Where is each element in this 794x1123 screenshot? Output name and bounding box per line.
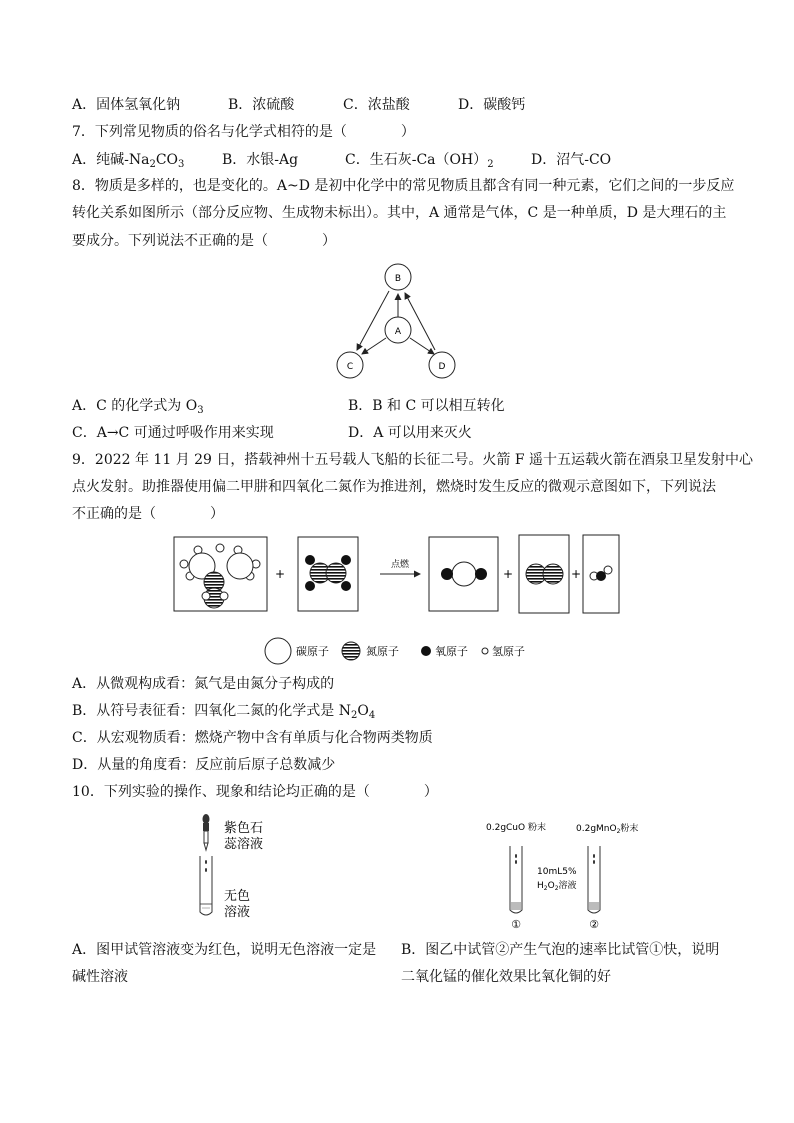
h2o2-volume-label: 10mL5% (537, 867, 577, 877)
cuo-label: 0.2gCuO 粉末 (486, 823, 546, 833)
tube-1-number: ① (511, 918, 521, 931)
node-c-label: C (346, 362, 354, 372)
legend-hydrogen-icon (482, 648, 488, 654)
q9-option-c: C．从宏观物质看：燃烧产物中含有单质与化合物两类物质 (72, 730, 433, 746)
q8-stem-line1: 8．物质是多样的，也是变化的。A~D 是初中化学中的常见物质且都含有同一种元素，它们之间的一步反应 (72, 178, 735, 194)
legend-hydrogen-label: 氢原子 (492, 645, 525, 658)
plus-sign-1: + (274, 567, 286, 581)
legend-oxygen-icon (421, 646, 431, 656)
q10-option-b-line2: 二氧化锰的催化效果比氧化铜的好 (401, 969, 611, 985)
q9-reaction-diagram (170, 530, 630, 670)
q8-conversion-diagram (328, 258, 468, 383)
dropper (203, 814, 210, 850)
plus-sign-3: + (570, 567, 582, 581)
q10-option-a-line2: 碱性溶液 (72, 969, 128, 985)
colorless-label-line1: 无色 (224, 889, 251, 904)
q7-stem: 7．下列常见物质的俗名与化学式相符的是（ ） (72, 124, 415, 140)
q8-option-d: D．A 可以用来灭火 (348, 425, 472, 441)
q8-stem-line3: 要成分。下列说法不正确的是（ ） (72, 233, 336, 249)
litmus-label-line1: 紫色石 (224, 821, 264, 836)
q7-option-c: C．生石灰$-Ca(OH)_2$ (345, 152, 494, 170)
legend-nitrogen-icon (342, 642, 360, 660)
q8-stem-line2: 转化关系如图所示（部分反应物、生成物未标出）。其中，A 通常是气体，C 是一种单质，D 是大理石的主 (72, 205, 727, 221)
reaction-condition: 点燃 (390, 560, 410, 570)
q9-stem-line2: 点火发射。助推器使用偏二甲肼和四氧化二氮作为推进剂，燃烧时发生反应的微观示意图如下，下列说法 (72, 479, 716, 495)
q10-option-a-line1: A．图甲试管溶液变为红色，说明无色溶液一定是 (72, 942, 377, 958)
q10-option-b-line1: B．图乙中试管②产生气泡的速率比试管①快，说明 (401, 942, 720, 958)
q8-option-c: C．A→C 可通过呼吸作用来实现 (72, 425, 274, 441)
tube-2-number: ② (589, 918, 599, 931)
node-b-label: B (394, 274, 402, 284)
q10-figure-a (190, 812, 300, 924)
mno2-label: 0.2gMnO$_2$粉末 (576, 824, 639, 835)
legend-nitrogen-label: 氮原子 (366, 645, 399, 658)
node-d-label: D (438, 362, 446, 372)
arrow-b-to-c (357, 291, 389, 350)
q8-option-a: A．C 的化学式为 $O_3$ (72, 398, 204, 416)
test-tube-1 (510, 846, 522, 913)
colorless-label-line2: 溶液 (224, 905, 251, 920)
q10-stem: 10．下列实验的操作、现象和结论均正确的是（ ） (72, 784, 438, 800)
q6-option-c: C．浓盐酸 (343, 97, 410, 113)
test-tube-a (200, 856, 212, 915)
q7-option-b: B．水银-Ag (222, 152, 299, 168)
q9-option-d: D．从量的角度看：反应前后原子总数减少 (72, 757, 336, 773)
legend-carbon-label: 碳原子 (296, 645, 329, 658)
q9-stem-line3: 不正确的是（ ） (72, 506, 224, 522)
h2o2-solution-label: $H_2O_2$溶液 (537, 881, 577, 892)
test-tube-2 (588, 846, 600, 913)
q7-option-d: D．沼气-CO (531, 152, 612, 168)
q8-option-b: B．B 和 C 可以相互转化 (348, 398, 505, 414)
q7-option-a: A．纯碱$-Na_2CO_3$ (72, 152, 185, 170)
q6-option-b: B．浓硫酸 (228, 97, 295, 113)
q10-figure-b (480, 818, 670, 934)
atom-legend (265, 638, 525, 664)
q9-option-a: A．从微观构成看：氮气是由氮分子构成的 (72, 676, 335, 692)
q6-option-a: A．固体氢氧化钠 (72, 97, 181, 113)
arrow-a-to-c (362, 338, 386, 354)
legend-oxygen-label: 氧原子 (435, 645, 468, 658)
litmus-label-line2: 蕊溶液 (224, 837, 264, 852)
arrow-d-to-b (405, 293, 435, 350)
q9-stem-line1: 9．2022 年 11 月 29 日，搭载神州十五号载人飞船的长征二号。火箭 F 遥十五运载火箭在酒泉卫星发射中心 (72, 452, 754, 468)
legend-carbon-icon (265, 638, 291, 664)
plus-sign-2: + (502, 567, 514, 581)
q9-option-b: B．从符号表征看：四氧化二氮的化学式是 $N_2O_4$ (72, 703, 376, 721)
node-a-label: A (394, 327, 402, 337)
q6-option-d: D．碳酸钙 (458, 97, 526, 113)
